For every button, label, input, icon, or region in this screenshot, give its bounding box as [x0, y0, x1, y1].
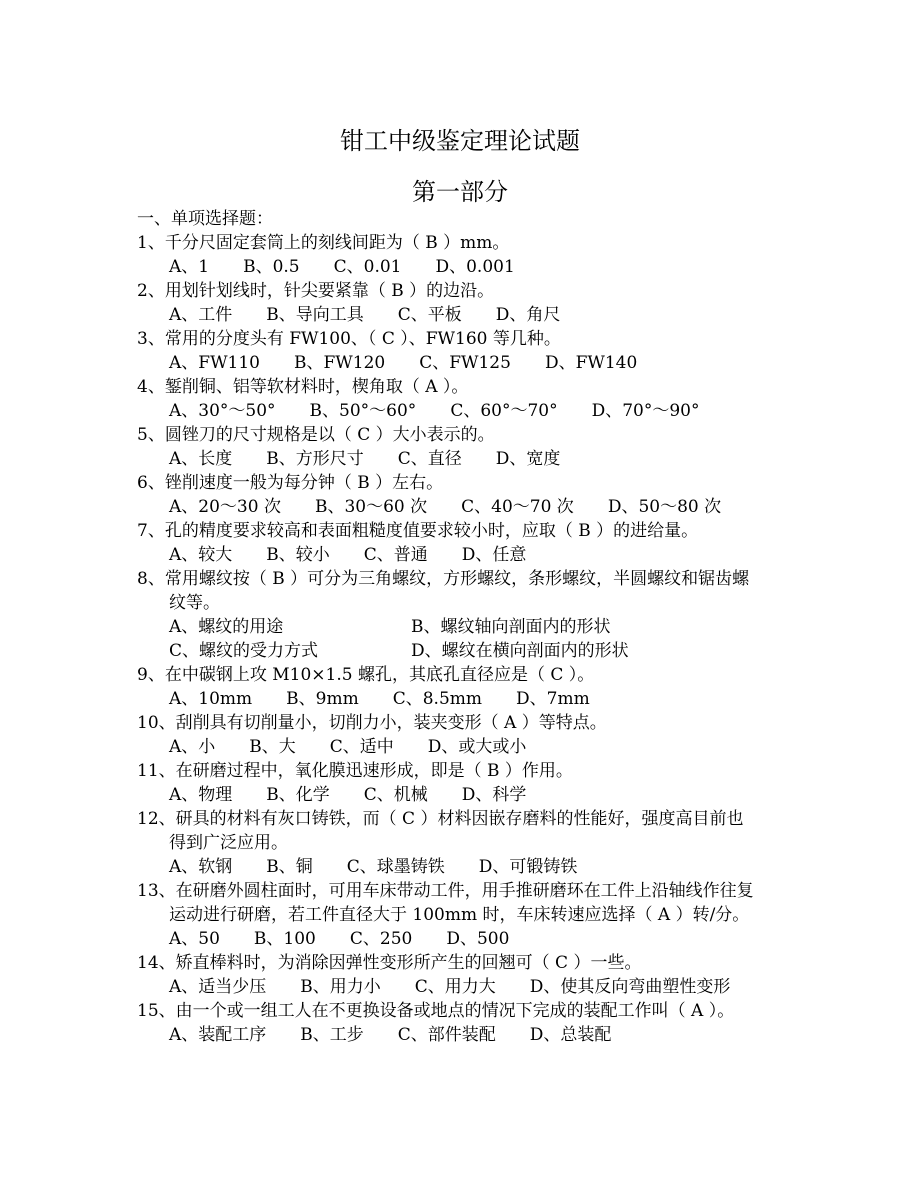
- option: A、软钢: [169, 857, 233, 877]
- question-text: 运动进行研磨，若工件直径大于 100mm 时，车床转速应选择（ A ）转/分。: [169, 905, 750, 925]
- option: D、或大或小: [427, 737, 527, 757]
- option: A、工件: [169, 305, 233, 325]
- question-text: 10、刮削具有切削量小，切削力小，装夹变形（ A ）等特点。: [137, 713, 607, 733]
- option: C、球墨铸铁: [346, 857, 445, 877]
- question-text: 15、由一个或一组工人在不更换设备或地点的情况下完成的装配工作叫（ A ）。: [137, 1001, 735, 1021]
- option: B、导向工具: [266, 305, 364, 325]
- option: A、长度: [169, 449, 233, 469]
- question-text: 6、锉削速度一般为每分钟（ B ）左右。: [137, 473, 444, 493]
- option: D、0.001: [435, 257, 515, 277]
- option: D、科学: [461, 785, 527, 805]
- option: C、适中: [329, 737, 394, 757]
- option: A、小: [169, 737, 216, 757]
- option: C、60°～70°: [450, 401, 558, 421]
- page-title: 钳工中级鉴定理论试题: [340, 127, 580, 155]
- option: D、宽度: [495, 449, 561, 469]
- part-heading: 第一部分: [412, 178, 508, 206]
- section-heading: 一、单项选择题：: [137, 209, 273, 229]
- option: D、任意: [461, 545, 527, 565]
- option: B、50°～60°: [309, 401, 417, 421]
- option: A、1: [169, 257, 210, 277]
- option: B、用力小: [300, 977, 381, 997]
- option: D、可锻铸铁: [478, 857, 578, 877]
- option: D、使其反向弯曲塑性变形: [529, 977, 731, 997]
- option: D、500: [446, 929, 510, 949]
- option: A、10mm: [169, 689, 253, 709]
- option: C、螺纹的受力方式: [169, 641, 319, 661]
- option: B、化学: [266, 785, 330, 805]
- option: B、0.5: [243, 257, 300, 277]
- option: C、部件装配: [397, 1025, 496, 1045]
- question-text: 4、錾削铜、铝等软材料时，楔角取（ A ）。: [137, 377, 469, 397]
- option: C、普通: [363, 545, 428, 565]
- question-text: 5、圆锉刀的尺寸规格是以（ C ）大小表示的。: [137, 425, 495, 445]
- question-text: 3、常用的分度头有 FW100、（ C ）、FW160 等几种。: [137, 329, 561, 349]
- option: B、100: [253, 929, 316, 949]
- question-text: 7、孔的精度要求较高和表面粗糙度值要求较小时，应取（ B ）的进给量。: [137, 521, 699, 541]
- question-text: 11、在研磨过程中，氧化膜迅速形成，即是（ B ）作用。: [137, 761, 573, 781]
- option: C、40～70 次: [461, 497, 574, 517]
- option: D、70°～90°: [591, 401, 700, 421]
- option: C、用力大: [414, 977, 496, 997]
- option: B、FW120: [294, 353, 386, 373]
- option: B、工步: [300, 1025, 364, 1045]
- option: D、7mm: [516, 689, 590, 709]
- question-text: 14、矫直棒料时，为消除因弹性变形所产生的回翘可（ C ）一些。: [137, 953, 642, 973]
- option: D、角尺: [495, 305, 561, 325]
- question-text: 得到广泛应用。: [169, 833, 288, 853]
- option: C、直径: [397, 449, 462, 469]
- option: B、大: [249, 737, 296, 757]
- option: C、平板: [397, 305, 462, 325]
- question-text: 2、用划针划线时，针尖要紧靠（ B ）的边沿。: [137, 281, 495, 301]
- option: D、50～80 次: [607, 497, 722, 517]
- option: B、较小: [266, 545, 330, 565]
- option: A、适当少压: [169, 977, 267, 997]
- option: D、FW140: [544, 353, 638, 373]
- question-text: 1、千分尺固定套筒上的刻线间距为（ B ）mm。: [137, 233, 510, 253]
- option: B、铜: [266, 857, 313, 877]
- option: A、50: [169, 929, 220, 949]
- option: B、方形尺寸: [266, 449, 364, 469]
- option: D、螺纹在横向剖面内的形状: [411, 641, 629, 661]
- option: A、20～30 次: [169, 497, 281, 517]
- question-text: 12、研具的材料有灰口铸铁，而（ C ）材料因嵌存磨料的性能好，强度高目前也: [137, 809, 744, 829]
- option: B、螺纹轴向剖面内的形状: [411, 617, 611, 637]
- option: C、250: [349, 929, 413, 949]
- option: D、总装配: [529, 1025, 612, 1045]
- question-text: 8、常用螺纹按（ B ）可分为三角螺纹，方形螺纹，条形螺纹，半圆螺纹和锯齿螺: [137, 569, 750, 589]
- option: B、9mm: [286, 689, 359, 709]
- question-text: 13、在研磨外圆柱面时，可用车床带动工件，用手推研磨环在工件上沿轴线作往复: [137, 881, 754, 901]
- option: A、较大: [169, 545, 233, 565]
- option: A、物理: [169, 785, 233, 805]
- option: A、FW110: [169, 353, 260, 373]
- question-text: 9、在中碳钢上攻 M10×1.5 螺孔，其底孔直径应是（ C ）。: [137, 665, 595, 685]
- option: C、机械: [363, 785, 428, 805]
- question-text: 纹等。: [169, 593, 220, 613]
- option: C、0.01: [333, 257, 402, 277]
- option: A、30°～50°: [169, 401, 276, 421]
- option: C、FW125: [419, 353, 511, 373]
- option: A、螺纹的用途: [169, 617, 284, 637]
- option: A、装配工序: [169, 1025, 267, 1045]
- option: C、8.5mm: [392, 689, 483, 709]
- option: B、30～60 次: [314, 497, 428, 517]
